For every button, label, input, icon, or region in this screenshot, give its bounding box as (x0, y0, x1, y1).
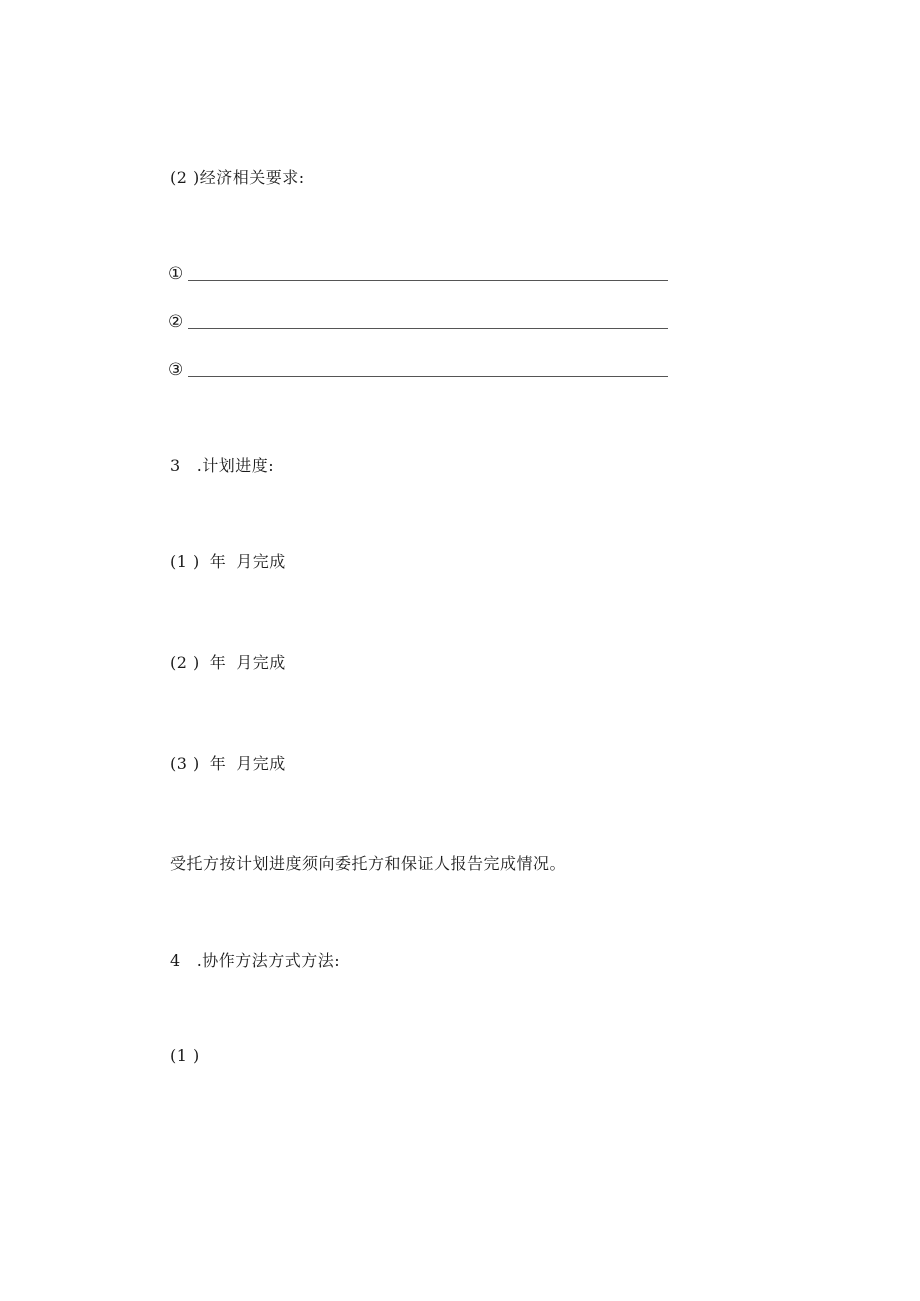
schedule-item-1 (170, 552, 286, 572)
section-3-title: .计划进度: (196, 456, 275, 475)
schedule-month-done: 月完成 (236, 552, 286, 571)
fill-in-line (188, 280, 668, 281)
section-3-heading (170, 456, 274, 476)
blank-item-3 (168, 358, 668, 380)
schedule-month-done: 月完成 (236, 754, 286, 773)
circled-number-2: ② (168, 312, 184, 332)
schedule-year: 年 (209, 653, 227, 672)
fill-in-line (188, 328, 668, 329)
blank-item-1 (168, 262, 668, 284)
schedule-index: (3 ) (170, 754, 200, 773)
fill-in-line (188, 376, 668, 377)
section-4-number: 4 (170, 951, 181, 970)
schedule-item-2 (170, 653, 286, 673)
schedule-index: (2 ) (170, 653, 200, 672)
section-2-heading: (2 )经济相关要求: (170, 168, 305, 187)
section-4-item-1: (1 ) (170, 1046, 200, 1065)
section-4-title: .协作方法方式方法: (196, 951, 341, 970)
circled-number-1: ① (168, 264, 184, 284)
blank-item-2 (168, 310, 668, 332)
section-4-heading (170, 951, 340, 971)
section-3-number: 3 (170, 456, 181, 475)
schedule-year: 年 (209, 754, 227, 773)
circled-number-3: ③ (168, 360, 184, 380)
schedule-item-3 (170, 754, 286, 774)
report-sentence: 受托方按计划进度须向委托方和保证人报告完成情况。 (170, 854, 567, 873)
schedule-month-done: 月完成 (236, 653, 286, 672)
schedule-index: (1 ) (170, 552, 200, 571)
schedule-year: 年 (209, 552, 227, 571)
